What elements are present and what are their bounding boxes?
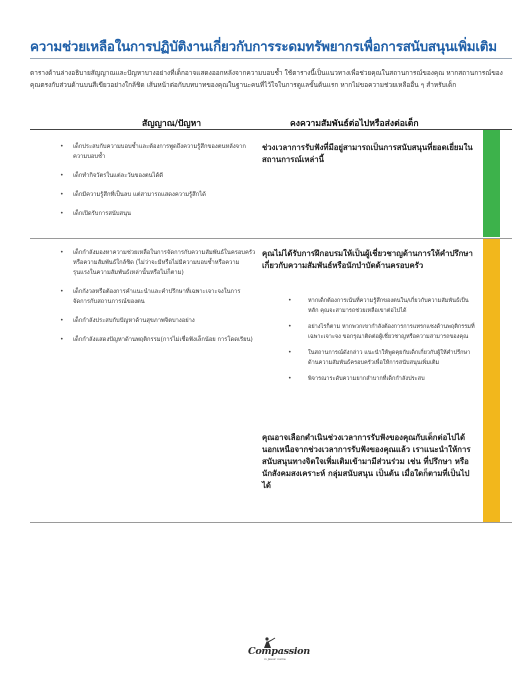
list-item: • เด็กกังวลหรือต้องการคำแนะนำและคำปรึกษาที่เฉพาะเจาะจงในการจัดการกับสถานการณ์ของตน <box>60 287 256 307</box>
list-item: • อย่างไรก็ตาม หากพวกเขากำลังต้องการการแทรกแซงด้านพฤติกรรมที่เฉพาะเจาะจง ขอกรุณาติดต่อผู้เชี่ยวชาญหรือความสามารถของคุณ <box>288 322 478 342</box>
title-divider <box>30 58 512 59</box>
header-divider <box>30 129 512 130</box>
list-item: • หากเด็กต้องการเน้นที่ความรู้สึกของตนใน/เกี่ยวกับความสัมพันธ์เป็นหลัก คุณจะสามารถช่วยเหลือเขาต่อไปได้ <box>288 296 478 316</box>
green-status-bar <box>483 130 500 237</box>
response-row-2: คุณไม่ได้รับการฝึกอบรมให้เป็นผู้เชี่ยวชาญด้านการให้คำปรึกษาเกี่ยวกับความสัมพันธ์หรือนักบำบัดด้านครอบครัว <box>262 249 473 270</box>
list-item: • เด็กกำลังประสบกับปัญหาด้านสุขภาพจิตบางอย่าง <box>60 316 256 326</box>
list-item: • เด็กทำกิจวัตรในแต่ละวันของตนได้ดี <box>60 171 256 181</box>
row-divider <box>30 522 512 523</box>
signs-list-row-2 <box>60 248 256 354</box>
page-title: ความช่วยเหลือในการปฏิบัติงานเกี่ยวกับการระดมทรัพยากรเพื่อการสนับสนุนเพิ่มเติม <box>30 40 497 55</box>
list-item: • เด็กประสบกับความบอบช้ำและต้องการพูดถึงความรู้สึกของตนหลังจากความบอบช้ำ <box>60 142 256 162</box>
logo-tagline: in Jesus' name <box>264 657 286 661</box>
list-item: • พิจารณาระดับความยากลำบากที่เด็กกำลังประสบ <box>288 374 478 384</box>
list-item: • เด็กกำลังแสดงปัญหาด้านพฤติกรรม(การไม่เชื่อฟังเล็กน้อย การโดดเรียน) <box>60 335 256 345</box>
closing-paragraph-row-2: คุณอาจเลือกดำเนินช่วงเวลาการรับฟังของคุณกับเด็กต่อไปได้ นอกเหนือจากช่วงเวลาการรับฟังของคุณแล้ว เราแนะนำให้การสนับสนุนทางจิตใจเพิ่มเติมเข้ามามีส่วนร่วม เช่น ที่ปรึกษา หรือนักสังคมสงเคราะห์ กลุ่มสนับสนุน เป็นต้น เมื่อใดก็ตามที่เป็นไปได้ <box>262 433 471 490</box>
list-item: • เด็กกำลังมองหาความช่วยเหลือในการจัดการกับความสัมพันธ์ในครอบครัวหรือความสัมพันธ์ใกล้ชิด (ไม่ว่าจะมีหรือไม่มีความบอบช้ำหรือความรุนแรงในความสัมพันธ์เหล่านั้นหรือไม่ก็ตาม) <box>60 248 256 278</box>
compassion-logo <box>242 637 310 661</box>
column-header-signs: สัญญาณ/ปัญหา <box>142 119 202 129</box>
list-item: • เด็กมีความรู้สึกที่เป็นลบ แต่สามารถแสดงความรู้สึกได้ <box>60 190 256 200</box>
intro-paragraph: ตารางด้านล่างอธิบายสัญญาณและปัญหาบางอย่างที่เด็กอาจแสดงออกหลังจากความบอบช้ำ ใช้ตารางนี้เป็นแนวทางเพื่อช่วยคุณในสถานการณ์ของคุณ หากสถานการณ์ของคุณตรงกับส่วนด้านบนสีเขียวอย่างใกล้ชิด เส้นหน้าต่อกับบทบาทของคุณในฐานะคนที่ไว้ใจในการดูแลขั้นต้นแรก หากไม่ขอความช่วยเหลืออื่น ๆ สำหรับเด็ก <box>30 69 503 89</box>
list-item: • ในสถานการณ์ดังกล่าว แนะนำให้พูดคุยกับเด็กเกี่ยวกับผู้ให้คำปรึกษาด้านความสัมพันธ์ครอบครัวเพื่อให้การสนับสนุนเพิ่มเติม <box>288 348 478 368</box>
column-header-response: คงความสัมพันธ์ต่อไปหรือส่งต่อเด็ก <box>290 119 419 129</box>
response-row-1: ช่วงเวลาการรับฟังที่มีอยู่สามารถเป็นการสนับสนุนที่ยอดเยี่ยมในสถานการณ์เหล่านี้ <box>262 143 473 164</box>
row-divider <box>30 238 512 239</box>
logo-text: Compassion <box>248 646 310 657</box>
list-item: • เด็กเปิดรับการสนับสนุน <box>60 209 256 219</box>
signs-list-row-1 <box>60 142 256 228</box>
details-list-row-2 <box>288 296 478 390</box>
amber-status-bar <box>483 239 500 522</box>
